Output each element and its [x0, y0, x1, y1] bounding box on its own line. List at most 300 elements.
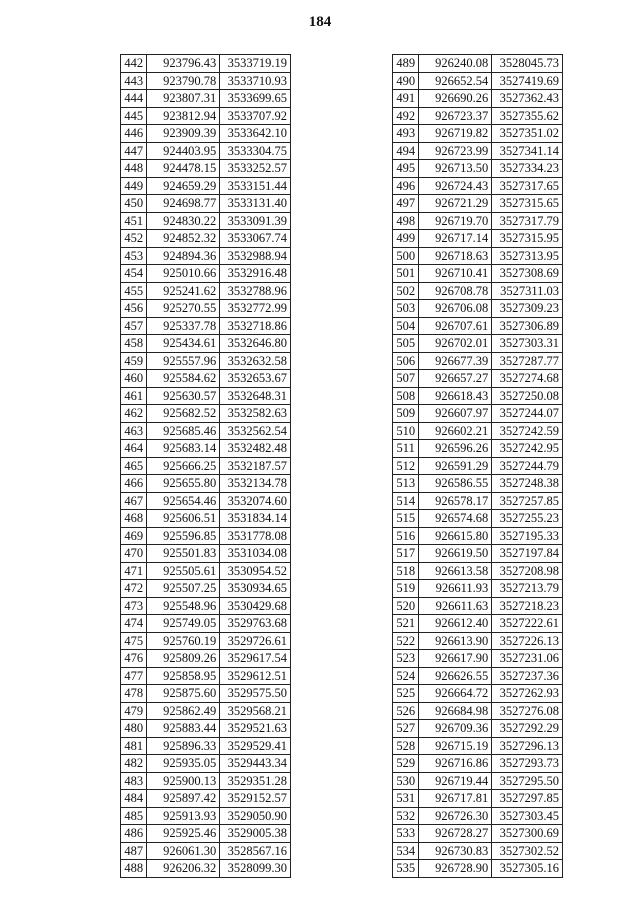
table-row: [393, 440, 563, 458]
point-number-cell: 483: [121, 772, 147, 790]
table-row: [121, 685, 291, 703]
y-coordinate-cell: 3532788.96: [220, 282, 291, 300]
table-row: [393, 387, 563, 405]
table-row: [121, 755, 291, 773]
y-coordinate-cell: 3529005.38: [220, 825, 291, 843]
x-coordinate-cell: 926708.78: [419, 282, 492, 300]
x-coordinate-cell: 926726.30: [419, 807, 492, 825]
y-coordinate-cell: 3533067.74: [220, 230, 291, 248]
table-row: [393, 125, 563, 143]
point-number-cell: 510: [393, 422, 419, 440]
table-row: [121, 527, 291, 545]
y-coordinate-cell: 3529763.68: [220, 615, 291, 633]
table-row: [121, 160, 291, 178]
x-coordinate-cell: 925606.51: [147, 510, 220, 528]
x-coordinate-cell: 926613.90: [419, 632, 492, 650]
y-coordinate-cell: 3532562.54: [220, 422, 291, 440]
table-row: [121, 562, 291, 580]
x-coordinate-cell: 926591.29: [419, 457, 492, 475]
point-number-cell: 493: [393, 125, 419, 143]
table-row: [121, 212, 291, 230]
table-row: [393, 282, 563, 300]
x-coordinate-cell: 925875.60: [147, 685, 220, 703]
table-row: [393, 825, 563, 843]
point-number-cell: 479: [121, 702, 147, 720]
x-coordinate-cell: 924659.29: [147, 177, 220, 195]
y-coordinate-cell: 3529443.34: [220, 755, 291, 773]
point-number-cell: 516: [393, 527, 419, 545]
y-coordinate-cell: 3527287.77: [492, 352, 563, 370]
point-number-cell: 497: [393, 195, 419, 213]
y-coordinate-cell: 3532648.31: [220, 387, 291, 405]
y-coordinate-cell: 3527305.16: [492, 860, 563, 878]
table-row: [121, 492, 291, 510]
point-number-cell: 495: [393, 160, 419, 178]
y-coordinate-cell: 3532582.63: [220, 405, 291, 423]
point-number-cell: 524: [393, 667, 419, 685]
point-number-cell: 476: [121, 650, 147, 668]
table-row: [393, 475, 563, 493]
table-row: [393, 702, 563, 720]
x-coordinate-cell: 925883.44: [147, 720, 220, 738]
y-coordinate-cell: 3527222.61: [492, 615, 563, 633]
point-number-cell: 442: [121, 55, 147, 73]
point-number-cell: 488: [121, 860, 147, 878]
x-coordinate-cell: 925897.42: [147, 790, 220, 808]
point-number-cell: 515: [393, 510, 419, 528]
point-number-cell: 512: [393, 457, 419, 475]
y-coordinate-cell: 3532718.86: [220, 317, 291, 335]
x-coordinate-cell: 926619.50: [419, 545, 492, 563]
y-coordinate-cell: 3527226.13: [492, 632, 563, 650]
y-coordinate-cell: 3527308.69: [492, 265, 563, 283]
table-row: [121, 702, 291, 720]
table-row: [121, 282, 291, 300]
y-coordinate-cell: 3527197.84: [492, 545, 563, 563]
point-number-cell: 461: [121, 387, 147, 405]
table-row: [121, 545, 291, 563]
x-coordinate-cell: 926702.01: [419, 335, 492, 353]
x-coordinate-cell: 925900.13: [147, 772, 220, 790]
point-number-cell: 533: [393, 825, 419, 843]
table-row: [121, 772, 291, 790]
x-coordinate-cell: 925896.33: [147, 737, 220, 755]
page-number: 184: [308, 14, 332, 30]
point-number-cell: 473: [121, 597, 147, 615]
y-coordinate-cell: 3527334.23: [492, 160, 563, 178]
point-number-cell: 532: [393, 807, 419, 825]
point-number-cell: 502: [393, 282, 419, 300]
point-number-cell: 475: [121, 632, 147, 650]
table-row: [121, 55, 291, 73]
point-number-cell: 471: [121, 562, 147, 580]
x-coordinate-cell: 926607.97: [419, 405, 492, 423]
table-row: [393, 580, 563, 598]
y-coordinate-cell: 3532772.99: [220, 300, 291, 318]
x-coordinate-cell: 923807.31: [147, 90, 220, 108]
y-coordinate-cell: 3529568.21: [220, 702, 291, 720]
y-coordinate-cell: 3527341.14: [492, 142, 563, 160]
point-number-cell: 509: [393, 405, 419, 423]
table-row: [393, 422, 563, 440]
x-coordinate-cell: 926707.61: [419, 317, 492, 335]
x-coordinate-cell: 926730.83: [419, 842, 492, 860]
point-number-cell: 474: [121, 615, 147, 633]
table-row: [121, 650, 291, 668]
table-row: [393, 335, 563, 353]
x-coordinate-cell: 923812.94: [147, 107, 220, 125]
table-row: [393, 107, 563, 125]
x-coordinate-cell: 924830.22: [147, 212, 220, 230]
y-coordinate-cell: 3527208.98: [492, 562, 563, 580]
table-row: [121, 300, 291, 318]
table-row: [393, 160, 563, 178]
point-number-cell: 447: [121, 142, 147, 160]
table-row: [393, 300, 563, 318]
table-row: [121, 387, 291, 405]
y-coordinate-cell: 3529612.51: [220, 667, 291, 685]
table-row: [121, 125, 291, 143]
x-coordinate-cell: 926717.14: [419, 230, 492, 248]
coordinates-table-right-body: [393, 55, 563, 878]
table-row: [393, 265, 563, 283]
y-coordinate-cell: 3527274.68: [492, 370, 563, 388]
y-coordinate-cell: 3532134.78: [220, 475, 291, 493]
x-coordinate-cell: 925666.25: [147, 457, 220, 475]
point-number-cell: 518: [393, 562, 419, 580]
y-coordinate-cell: 3531034.08: [220, 545, 291, 563]
table-row: [393, 177, 563, 195]
point-number-cell: 472: [121, 580, 147, 598]
table-row: [121, 615, 291, 633]
table-row: [121, 142, 291, 160]
x-coordinate-cell: 925858.95: [147, 667, 220, 685]
point-number-cell: 530: [393, 772, 419, 790]
table-row: [121, 90, 291, 108]
x-coordinate-cell: 924478.15: [147, 160, 220, 178]
point-number-cell: 459: [121, 352, 147, 370]
point-number-cell: 519: [393, 580, 419, 598]
point-number-cell: 464: [121, 440, 147, 458]
point-number-cell: 462: [121, 405, 147, 423]
x-coordinate-cell: 925655.80: [147, 475, 220, 493]
table-row: [121, 405, 291, 423]
point-number-cell: 501: [393, 265, 419, 283]
y-coordinate-cell: 3532916.48: [220, 265, 291, 283]
y-coordinate-cell: 3527306.89: [492, 317, 563, 335]
point-number-cell: 465: [121, 457, 147, 475]
point-number-cell: 481: [121, 737, 147, 755]
y-coordinate-cell: 3527309.23: [492, 300, 563, 318]
y-coordinate-cell: 3529152.57: [220, 790, 291, 808]
x-coordinate-cell: 925557.96: [147, 352, 220, 370]
point-number-cell: 451: [121, 212, 147, 230]
table-row: [121, 195, 291, 213]
y-coordinate-cell: 3527244.79: [492, 457, 563, 475]
point-number-cell: 449: [121, 177, 147, 195]
y-coordinate-cell: 3529351.28: [220, 772, 291, 790]
table-row: [393, 492, 563, 510]
point-number-cell: 503: [393, 300, 419, 318]
y-coordinate-cell: 3533091.39: [220, 212, 291, 230]
x-coordinate-cell: 925507.25: [147, 580, 220, 598]
coordinates-table-left: [120, 54, 291, 878]
x-coordinate-cell: 926724.43: [419, 177, 492, 195]
point-number-cell: 490: [393, 72, 419, 90]
table-row: [121, 632, 291, 650]
table-row: [393, 562, 563, 580]
x-coordinate-cell: 926586.55: [419, 475, 492, 493]
table-row: [393, 142, 563, 160]
y-coordinate-cell: 3532074.60: [220, 492, 291, 510]
x-coordinate-cell: 925548.96: [147, 597, 220, 615]
point-number-cell: 443: [121, 72, 147, 90]
point-number-cell: 511: [393, 440, 419, 458]
y-coordinate-cell: 3529521.63: [220, 720, 291, 738]
point-number-cell: 469: [121, 527, 147, 545]
x-coordinate-cell: 926716.86: [419, 755, 492, 773]
point-number-cell: 535: [393, 860, 419, 878]
point-number-cell: 496: [393, 177, 419, 195]
table-row: [393, 510, 563, 528]
y-coordinate-cell: 3527237.36: [492, 667, 563, 685]
point-number-cell: 505: [393, 335, 419, 353]
x-coordinate-cell: 926611.63: [419, 597, 492, 615]
x-coordinate-cell: 925925.46: [147, 825, 220, 843]
x-coordinate-cell: 926664.72: [419, 685, 492, 703]
x-coordinate-cell: 925682.52: [147, 405, 220, 423]
y-coordinate-cell: 3529529.41: [220, 737, 291, 755]
x-coordinate-cell: 925809.26: [147, 650, 220, 668]
table-row: [121, 422, 291, 440]
table-row: [121, 457, 291, 475]
y-coordinate-cell: 3527297.85: [492, 790, 563, 808]
point-number-cell: 498: [393, 212, 419, 230]
table-row: [393, 842, 563, 860]
y-coordinate-cell: 3527276.08: [492, 702, 563, 720]
y-coordinate-cell: 3529575.50: [220, 685, 291, 703]
x-coordinate-cell: 926715.19: [419, 737, 492, 755]
x-coordinate-cell: 925935.05: [147, 755, 220, 773]
y-coordinate-cell: 3527213.79: [492, 580, 563, 598]
x-coordinate-cell: 925505.61: [147, 562, 220, 580]
point-number-cell: 489: [393, 55, 419, 73]
table-row: [121, 230, 291, 248]
x-coordinate-cell: 925685.46: [147, 422, 220, 440]
table-row: [121, 72, 291, 90]
x-coordinate-cell: 926615.80: [419, 527, 492, 545]
point-number-cell: 456: [121, 300, 147, 318]
x-coordinate-cell: 925596.85: [147, 527, 220, 545]
point-number-cell: 534: [393, 842, 419, 860]
table-row: [393, 457, 563, 475]
table-row: [121, 597, 291, 615]
y-coordinate-cell: 3530934.65: [220, 580, 291, 598]
x-coordinate-cell: 926596.26: [419, 440, 492, 458]
table-row: [393, 317, 563, 335]
y-coordinate-cell: 3527195.33: [492, 527, 563, 545]
table-row: [121, 247, 291, 265]
y-coordinate-cell: 3532632.58: [220, 352, 291, 370]
x-coordinate-cell: 926206.32: [147, 860, 220, 878]
point-number-cell: 477: [121, 667, 147, 685]
x-coordinate-cell: 926677.39: [419, 352, 492, 370]
x-coordinate-cell: 926717.81: [419, 790, 492, 808]
x-coordinate-cell: 923796.43: [147, 55, 220, 73]
table-row: [121, 352, 291, 370]
point-number-cell: 526: [393, 702, 419, 720]
y-coordinate-cell: 3527242.59: [492, 422, 563, 440]
point-number-cell: 444: [121, 90, 147, 108]
y-coordinate-cell: 3527355.62: [492, 107, 563, 125]
x-coordinate-cell: 926652.54: [419, 72, 492, 90]
x-coordinate-cell: 926613.58: [419, 562, 492, 580]
table-row: [393, 90, 563, 108]
table-row: [121, 790, 291, 808]
x-coordinate-cell: 925630.57: [147, 387, 220, 405]
y-coordinate-cell: 3527303.45: [492, 807, 563, 825]
table-row: [393, 755, 563, 773]
x-coordinate-cell: 926618.43: [419, 387, 492, 405]
x-coordinate-cell: 926240.08: [419, 55, 492, 73]
y-coordinate-cell: 3531834.14: [220, 510, 291, 528]
y-coordinate-cell: 3528045.73: [492, 55, 563, 73]
table-row: [393, 685, 563, 703]
point-number-cell: 522: [393, 632, 419, 650]
table-row: [393, 860, 563, 878]
y-coordinate-cell: 3533304.75: [220, 142, 291, 160]
y-coordinate-cell: 3527257.85: [492, 492, 563, 510]
point-number-cell: 504: [393, 317, 419, 335]
y-coordinate-cell: 3527262.93: [492, 685, 563, 703]
y-coordinate-cell: 3530429.68: [220, 597, 291, 615]
table-row: [393, 667, 563, 685]
table-row: [121, 510, 291, 528]
y-coordinate-cell: 3527242.95: [492, 440, 563, 458]
point-number-cell: 523: [393, 650, 419, 668]
table-row: [121, 580, 291, 598]
table-row: [121, 317, 291, 335]
point-number-cell: 491: [393, 90, 419, 108]
x-coordinate-cell: 924698.77: [147, 195, 220, 213]
table-row: [393, 55, 563, 73]
point-number-cell: 448: [121, 160, 147, 178]
table-row: [393, 370, 563, 388]
y-coordinate-cell: 3527311.03: [492, 282, 563, 300]
y-coordinate-cell: 3527313.95: [492, 247, 563, 265]
x-coordinate-cell: 925913.93: [147, 807, 220, 825]
table-row: [121, 440, 291, 458]
x-coordinate-cell: 926719.44: [419, 772, 492, 790]
y-coordinate-cell: 3532988.94: [220, 247, 291, 265]
table-row: [393, 545, 563, 563]
point-number-cell: 485: [121, 807, 147, 825]
point-number-cell: 446: [121, 125, 147, 143]
y-coordinate-cell: 3528567.16: [220, 842, 291, 860]
point-number-cell: 445: [121, 107, 147, 125]
y-coordinate-cell: 3533642.10: [220, 125, 291, 143]
x-coordinate-cell: 925760.19: [147, 632, 220, 650]
table-row: [393, 720, 563, 738]
x-coordinate-cell: 925010.66: [147, 265, 220, 283]
y-coordinate-cell: 3527248.38: [492, 475, 563, 493]
x-coordinate-cell: 926719.82: [419, 125, 492, 143]
x-coordinate-cell: 925337.78: [147, 317, 220, 335]
point-number-cell: 531: [393, 790, 419, 808]
table-row: [121, 370, 291, 388]
table-row: [393, 737, 563, 755]
point-number-cell: 453: [121, 247, 147, 265]
table-row: [393, 790, 563, 808]
y-coordinate-cell: 3527315.95: [492, 230, 563, 248]
y-coordinate-cell: 3531778.08: [220, 527, 291, 545]
table-row: [121, 720, 291, 738]
point-number-cell: 500: [393, 247, 419, 265]
table-row: [393, 597, 563, 615]
y-coordinate-cell: 3527302.52: [492, 842, 563, 860]
x-coordinate-cell: 926612.40: [419, 615, 492, 633]
x-coordinate-cell: 925434.61: [147, 335, 220, 353]
y-coordinate-cell: 3527292.29: [492, 720, 563, 738]
point-number-cell: 513: [393, 475, 419, 493]
y-coordinate-cell: 3527255.23: [492, 510, 563, 528]
y-coordinate-cell: 3527362.43: [492, 90, 563, 108]
coordinates-table-right: [392, 54, 563, 878]
table-row: [393, 195, 563, 213]
point-number-cell: 450: [121, 195, 147, 213]
x-coordinate-cell: 926713.50: [419, 160, 492, 178]
y-coordinate-cell: 3533699.65: [220, 90, 291, 108]
x-coordinate-cell: 926706.08: [419, 300, 492, 318]
y-coordinate-cell: 3527419.69: [492, 72, 563, 90]
x-coordinate-cell: 926626.55: [419, 667, 492, 685]
table-row: [393, 772, 563, 790]
y-coordinate-cell: 3527303.31: [492, 335, 563, 353]
table-row: [393, 352, 563, 370]
point-number-cell: 507: [393, 370, 419, 388]
y-coordinate-cell: 3532482.48: [220, 440, 291, 458]
x-coordinate-cell: 925654.46: [147, 492, 220, 510]
point-number-cell: 527: [393, 720, 419, 738]
x-coordinate-cell: 926657.27: [419, 370, 492, 388]
point-number-cell: 508: [393, 387, 419, 405]
table-row: [121, 107, 291, 125]
y-coordinate-cell: 3529050.90: [220, 807, 291, 825]
coordinates-table-left-body: [121, 55, 291, 878]
table-row: [393, 632, 563, 650]
point-number-cell: 468: [121, 510, 147, 528]
x-coordinate-cell: 925683.14: [147, 440, 220, 458]
y-coordinate-cell: 3530954.52: [220, 562, 291, 580]
table-row: [121, 842, 291, 860]
y-coordinate-cell: 3527317.79: [492, 212, 563, 230]
y-coordinate-cell: 3532653.67: [220, 370, 291, 388]
x-coordinate-cell: 926709.36: [419, 720, 492, 738]
point-number-cell: 470: [121, 545, 147, 563]
table-row: [393, 230, 563, 248]
table-row: [121, 335, 291, 353]
x-coordinate-cell: 926617.90: [419, 650, 492, 668]
x-coordinate-cell: 926721.29: [419, 195, 492, 213]
point-number-cell: 486: [121, 825, 147, 843]
x-coordinate-cell: 926728.90: [419, 860, 492, 878]
table-row: [121, 475, 291, 493]
x-coordinate-cell: 925501.83: [147, 545, 220, 563]
x-coordinate-cell: 924894.36: [147, 247, 220, 265]
x-coordinate-cell: 926578.17: [419, 492, 492, 510]
point-number-cell: 458: [121, 335, 147, 353]
table-row: [121, 737, 291, 755]
